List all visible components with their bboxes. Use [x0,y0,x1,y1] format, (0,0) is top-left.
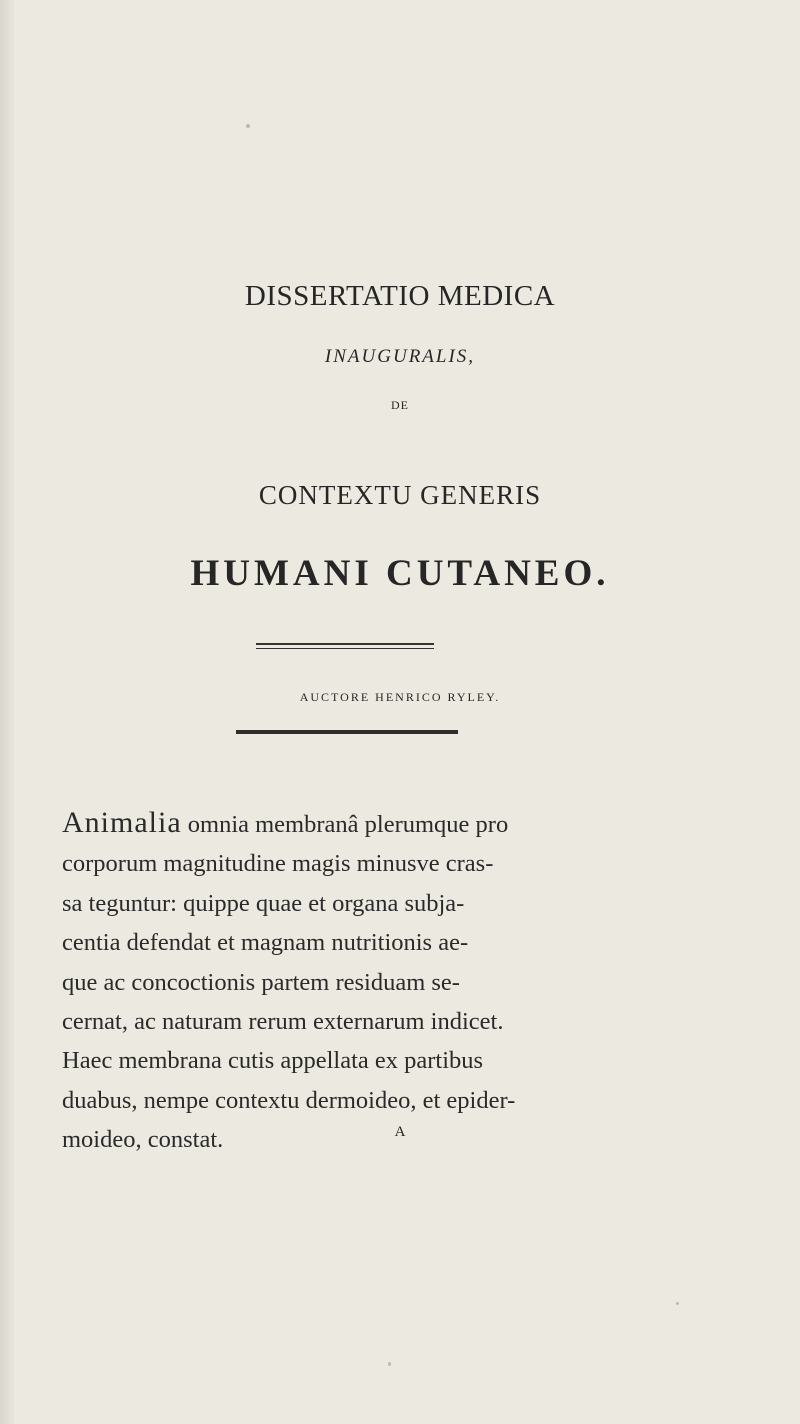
initial-word: Animalia [62,806,182,839]
decorative-rule-bottom [236,730,458,734]
body-line: moideo, constat. [62,1126,224,1154]
body-line: que ac concoctionis partem residuam se- [62,968,460,996]
body-line-text: omnia membranâ plerumque pro [181,811,509,838]
paper-spot [246,124,250,128]
title-main: DISSERTATIO MEDICA [244,280,556,312]
author-line: AUCTORE HENRICO RYLEY. [299,690,501,704]
body-line: centia defendat et magnam nutritionis ae- [62,929,469,957]
body-line: duabus, nempe contextu dermoideo, et epider- [62,1086,516,1114]
body-line: Haec membrana cutis appellata ex partibus [62,1047,484,1075]
title-subtitle: INAUGURALIS, [324,346,476,367]
paper-spot [388,1362,391,1366]
body-line: sa teguntur: quippe quae et organa subja- [62,889,465,917]
title-subject-line-2: HUMANI CUTANEO. [190,553,610,594]
page-edge [0,0,14,1424]
paper-spot [676,1302,679,1305]
signature-mark: A [394,1124,406,1140]
body-line: corporum magnitudine magis minusve cras- [62,850,494,878]
title-subject-line-1: CONTEXTU GENERIS [258,480,542,510]
body-line: cernat, ac naturam rerum externarum indicet. [62,1008,504,1036]
body-paragraph [62,803,762,1160]
title-de: DE [391,398,409,412]
decorative-rule-top [256,643,434,649]
body-line [62,803,762,844]
